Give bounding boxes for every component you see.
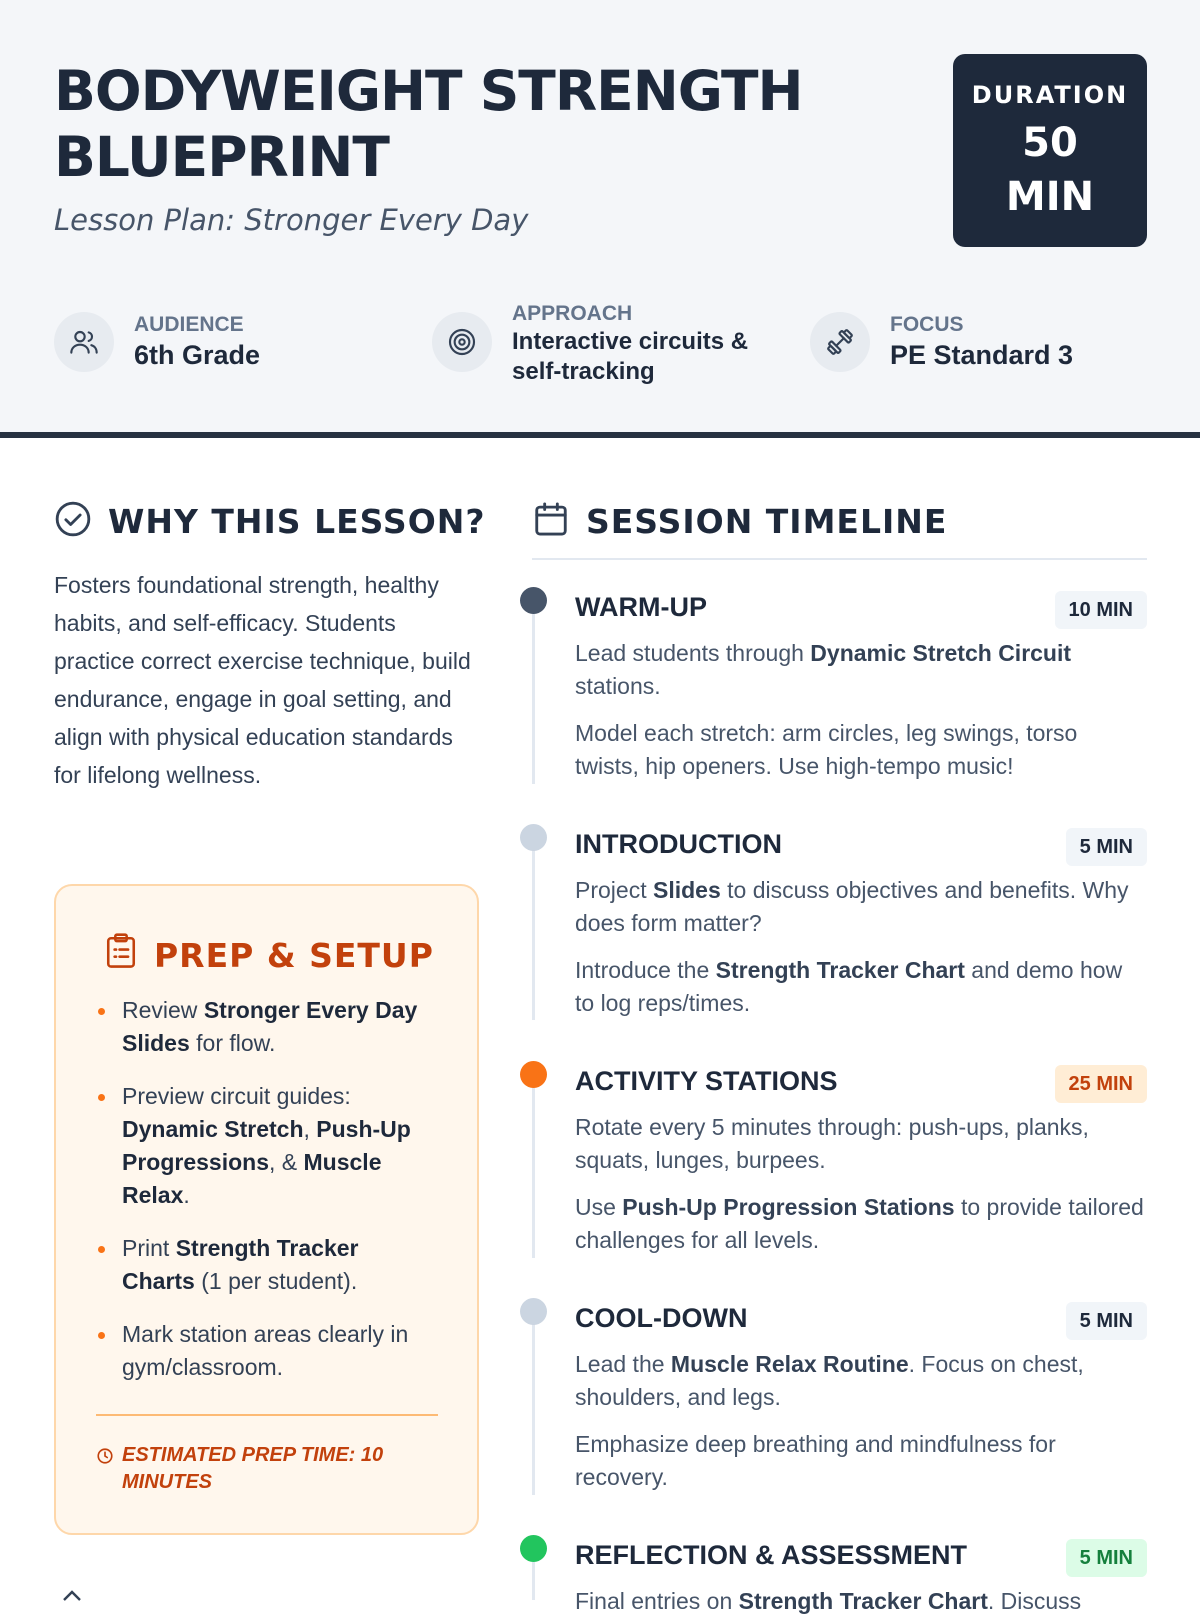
prep-title: PREP & SETUP [154, 935, 434, 975]
why-title: WHY THIS LESSON? [108, 502, 486, 541]
duration-value: 50 MIN [1005, 120, 1095, 220]
step-time-badge: 5 MIN [1066, 1302, 1147, 1340]
timeline-dot [520, 824, 547, 851]
lesson-header [0, 0, 1200, 438]
clock-icon [96, 1446, 114, 1473]
prep-heading [104, 932, 434, 978]
users-icon [54, 312, 114, 372]
step-time-badge: 5 MIN [1066, 828, 1147, 866]
timeline-dot [520, 1298, 547, 1325]
step-text: Project Slides to discuss objectives and benefits. Why does form matter? [575, 877, 1129, 936]
timeline-connector [532, 600, 535, 784]
step-title: INTRODUCTION [575, 829, 782, 859]
meta-approach-value: Interactive circuits & self-tracking [512, 328, 749, 385]
chevron-up-icon [60, 1588, 84, 1607]
step-text: Emphasize deep breathing and mindfulness for recovery. [575, 1431, 1056, 1490]
meta-focus-value: PE Standard 3 [890, 340, 1074, 370]
meta-audience-label: AUDIENCE [134, 313, 244, 336]
step-time-badge: 5 MIN [1066, 1539, 1147, 1577]
prep-estimate-text: ESTIMATED PREP TIME: 10 MINUTES [122, 1444, 384, 1493]
step-text: Rotate every 5 minutes through: push-ups, planks, squats, lunges, burpees. [575, 1114, 1089, 1173]
page-title: BODYWEIGHT STRENGTH BLUEPRINT [54, 59, 803, 189]
prep-item: Preview circuit guides: Dynamic Stretch, Push-Up Progressions, & Muscle Relax. [96, 1080, 436, 1212]
step-title: WARM-UP [575, 592, 707, 622]
prep-item: Review Stronger Every Day Slides for flow. [96, 994, 436, 1060]
meta-focus-label: FOCUS [890, 313, 964, 336]
step-time-badge: 10 MIN [1055, 591, 1147, 629]
step-text: Final entries on Strength Tracker Chart. Discuss [575, 1588, 1082, 1614]
meta-audience [54, 300, 394, 390]
clipboard-icon [104, 932, 138, 978]
timeline-dot [520, 1061, 547, 1088]
prep-card [54, 884, 479, 1535]
timeline-connector [532, 836, 535, 1020]
step-title: COOL-DOWN [575, 1303, 748, 1333]
meta-focus [810, 300, 1150, 390]
dumbbell-icon [810, 312, 870, 372]
page-subtitle: Lesson Plan: Stronger Every Day [54, 203, 529, 237]
step-text: Lead the Muscle Relax Routine. Focus on chest, shoulders, and legs. [575, 1351, 1084, 1410]
prep-divider [96, 1414, 438, 1416]
prep-list [96, 994, 436, 1404]
meta-approach-label: APPROACH [512, 302, 633, 325]
timeline-connector [532, 1074, 535, 1258]
timeline-section-heading [532, 500, 947, 543]
target-icon [432, 312, 492, 372]
calendar-icon [532, 500, 570, 543]
step-time-badge: 25 MIN [1055, 1065, 1147, 1103]
timeline-dot [520, 1535, 547, 1562]
why-section-heading [54, 500, 486, 543]
prep-item: Mark station areas clearly in gym/classroom. [96, 1318, 436, 1384]
timeline-dot [520, 587, 547, 614]
prep-item: Print Strength Tracker Charts (1 per student). [96, 1232, 436, 1298]
step-title: ACTIVITY STATIONS [575, 1066, 838, 1096]
step-text: Model each stretch: arm circles, leg swings, torso twists, hip openers. Use high-tempo music! [575, 720, 1078, 779]
timeline-connector [532, 1311, 535, 1495]
step-text: Use Push-Up Progression Stations to provide tailored challenges for all levels. [575, 1194, 1144, 1253]
timeline-divider [532, 558, 1147, 560]
step-text: Lead students through Dynamic Stretch Circuit stations. [575, 640, 1072, 699]
step-text: Introduce the Strength Tracker Chart and demo how to log reps/times. [575, 957, 1123, 1016]
meta-approach [432, 300, 772, 390]
timeline-title: SESSION TIMELINE [586, 502, 948, 541]
prep-estimate [96, 1442, 392, 1496]
step-title: REFLECTION & ASSESSMENT [575, 1540, 968, 1570]
check-circle-icon [54, 500, 92, 543]
duration-label: DURATION [971, 81, 1129, 109]
why-body: Fosters foundational strength, healthy habits, and self-efficacy. Students practice correct exercise technique, build endurance, engage in goal setting, and align with physical education standards for lifelong wellness. [54, 572, 471, 788]
meta-audience-value: 6th Grade [134, 340, 261, 370]
duration-badge [953, 54, 1147, 247]
